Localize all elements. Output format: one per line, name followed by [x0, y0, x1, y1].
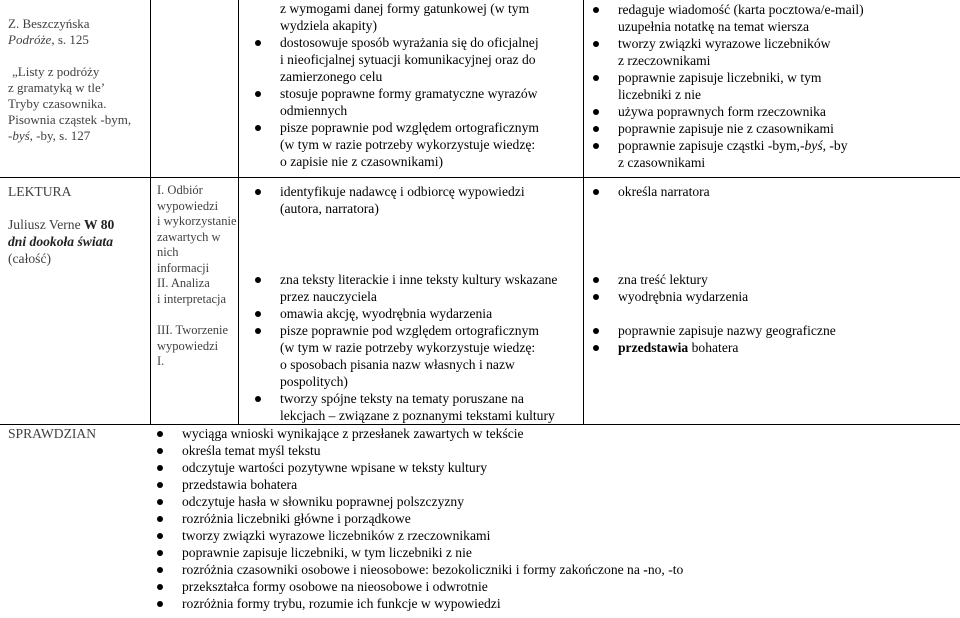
area-line: informacji — [157, 260, 210, 275]
continuation-line: z wymogami danej formy gatunkowej (w tym — [280, 1, 530, 16]
list-item: tworzy spójne teksty na tematy poruszane na lekcjach – związane z poznanymi tekstami kultury — [250, 390, 582, 424]
list-item: przedstawia bohatera — [588, 339, 958, 356]
area-line: wypowiedzi — [157, 338, 219, 353]
requirements-extended-cell — [588, 1, 958, 171]
list-item: tworzy związki wyrazowe liczebników z rzeczownikami — [588, 35, 958, 69]
bullet-icon — [255, 125, 261, 131]
bullet-icon — [157, 584, 163, 590]
requirements-basic-cell — [250, 0, 580, 170]
topic-line: z gramatyką w tle’ — [8, 80, 106, 95]
area-line: i interpretacja — [157, 291, 227, 306]
bullet-icon — [157, 482, 163, 488]
bullet-icon — [593, 328, 599, 334]
book-title: Podróże — [8, 32, 52, 47]
list-item: zna treść lektury — [588, 271, 958, 288]
area-line: I. — [157, 354, 165, 368]
test-requirements-cell — [152, 425, 952, 612]
bullet-icon — [593, 294, 599, 300]
bullet-icon — [593, 126, 599, 132]
bullet-icon — [255, 328, 261, 334]
topic-line: „Listy z podróży — [12, 64, 100, 79]
list-item: określa narratora — [588, 183, 958, 200]
list-item: wyciąga wnioski wynikające z przesłanek zawartych w tekście — [152, 425, 952, 442]
topic-line: Tryby czasownika. — [8, 96, 107, 111]
bullet-icon — [255, 396, 261, 402]
lektura-label: LEKTURA — [8, 184, 72, 199]
requirement-list — [588, 137, 958, 171]
area-line: zawartych w — [157, 229, 221, 244]
test-label-cell — [8, 425, 148, 442]
bullet-icon — [593, 7, 599, 13]
col-divider-1 — [150, 0, 151, 424]
bullet-icon — [593, 75, 599, 81]
bullet-icon — [157, 516, 163, 522]
bullet-icon — [157, 533, 163, 539]
list-item: omawia akcję, wyodrębnia wydarzenia — [250, 305, 582, 322]
list-item: przekształca formy osobowe na nieosobowe i odwrotnie — [152, 578, 952, 595]
bullet-icon — [157, 431, 163, 437]
bullet-icon — [157, 567, 163, 573]
list-item: poprawnie zapisuje nazwy geograficzne — [588, 322, 958, 339]
list-item: zna teksty literackie i inne teksty kultury wskazane przez nauczyciela — [250, 271, 582, 305]
col-divider-3 — [583, 0, 584, 424]
list-item: identyfikuje nadawcę i odbiorcę wypowiedzi (autora, narratora) — [250, 183, 582, 217]
book-ref — [8, 32, 148, 48]
list-item: przedstawia bohatera — [152, 476, 952, 493]
bullet-icon — [157, 550, 163, 556]
area-line: I. Odbiór — [157, 183, 203, 197]
list-item: poprawnie zapisuje liczebniki, w tym liczebniki z nie — [588, 69, 958, 103]
row-divider-1 — [0, 177, 960, 178]
requirement-list — [588, 1, 958, 137]
requirements-extended-cell — [588, 183, 958, 356]
bullet-icon — [255, 277, 261, 283]
requirement-list — [588, 271, 958, 305]
col-divider-2 — [238, 0, 239, 424]
list-item: używa poprawnych form rzeczownika — [588, 103, 958, 120]
bullet-icon — [255, 311, 261, 317]
list-item: odczytuje hasła w słowniku poprawnej polszczyzny — [152, 493, 952, 510]
bullet-icon — [157, 601, 163, 607]
requirement-list — [588, 322, 958, 356]
list-item: poprawnie zapisuje nie z czasownikami — [588, 120, 958, 137]
topic-line: -byś, -by, s. 127 — [8, 128, 91, 143]
requirement-list — [250, 183, 582, 217]
requirement-list — [250, 271, 582, 424]
list-item: odczytuje wartości pozytywne wpisane w teksty kultury — [152, 459, 952, 476]
bullet-icon — [157, 448, 163, 454]
list-item: stosuje poprawne formy gramatyczne wyrazów odmiennych — [250, 85, 580, 119]
bullet-icon — [593, 345, 599, 351]
list-item: rozróżnia czasowniki osobowe i nieosobowe: bezokoliczniki i formy zakończone na -no, -to — [152, 561, 952, 578]
sprawdzian-label: SPRAWDZIAN — [8, 426, 97, 441]
list-item: pisze poprawnie pod względem ortograficznym (w tym w razie potrzeby wykorzystuje wiedzę: o zapisie nie z czasownikami) — [250, 119, 580, 170]
continuation-line: wydziela akapity) — [280, 18, 378, 33]
bullet-icon — [593, 189, 599, 195]
area-line: II. Analiza — [157, 276, 210, 290]
area-line: i wykorzystanie — [157, 214, 237, 228]
list-item: poprawnie zapisuje liczebniki, w tym liczebniki z nie — [152, 544, 952, 561]
list-item: tworzy związki wyrazowe liczebników z rzeczownikami — [152, 527, 952, 544]
bullet-icon — [255, 91, 261, 97]
area-line: nich — [157, 245, 179, 259]
list-item: dostosowuje sposób wyrażania się do oficjalnej i nieoficjalnej sytuacji komunikacyjnej oraz do zamierzonego celu — [250, 34, 580, 85]
list-item: rozróżnia liczebniki główne i porządkowe — [152, 510, 952, 527]
book-title: dni dookoła świata — [8, 234, 113, 249]
list-item: pisze poprawnie pod względem ortograficznym (w tym w razie potrzeby wykorzystuje wiedzę: o sposobach pisania nazw własnych i nazw pospolitych) — [250, 322, 582, 390]
list-item: redaguje wiadomość (karta pocztowa/e-mail) uzupełnia notatkę na temat wiersza — [588, 1, 958, 35]
book-author: Juliusz Verne W 80 — [8, 217, 115, 232]
topic-line: Pisownia cząstek -bym, — [8, 112, 132, 127]
list-item: rozróżnia formy trybu, rozumie ich funkcje w wypowiedzi — [152, 595, 952, 612]
bullet-icon — [157, 499, 163, 505]
bullet-icon — [593, 41, 599, 47]
area-line: III. Tworzenie — [157, 323, 229, 337]
list-item: poprawnie zapisuje cząstki -bym,-byś, -by z czasownikami — [588, 137, 958, 171]
requirements-basic-cell — [250, 183, 582, 424]
bullet-icon — [593, 143, 599, 149]
skills-area-cell — [157, 183, 237, 370]
bullet-icon — [593, 277, 599, 283]
list-item: wyodrębnia wydarzenia — [588, 288, 958, 305]
book-note: (całość) — [8, 251, 52, 266]
requirement-list — [588, 183, 958, 200]
requirement-list — [152, 561, 952, 612]
area-line: wypowiedzi — [157, 198, 219, 213]
list-item: określa temat myśl tekstu — [152, 442, 952, 459]
bullet-icon — [255, 40, 261, 46]
bullet-icon — [255, 189, 261, 195]
requirement-list — [152, 425, 952, 561]
lesson-topic-cell — [8, 16, 148, 144]
book-page: , s. 125 — [51, 32, 89, 47]
bullet-icon — [157, 465, 163, 471]
requirement-list — [250, 34, 580, 170]
bullet-icon — [593, 109, 599, 115]
reading-cell — [8, 183, 148, 267]
author-title: Z. Beszczyńska — [8, 16, 90, 31]
